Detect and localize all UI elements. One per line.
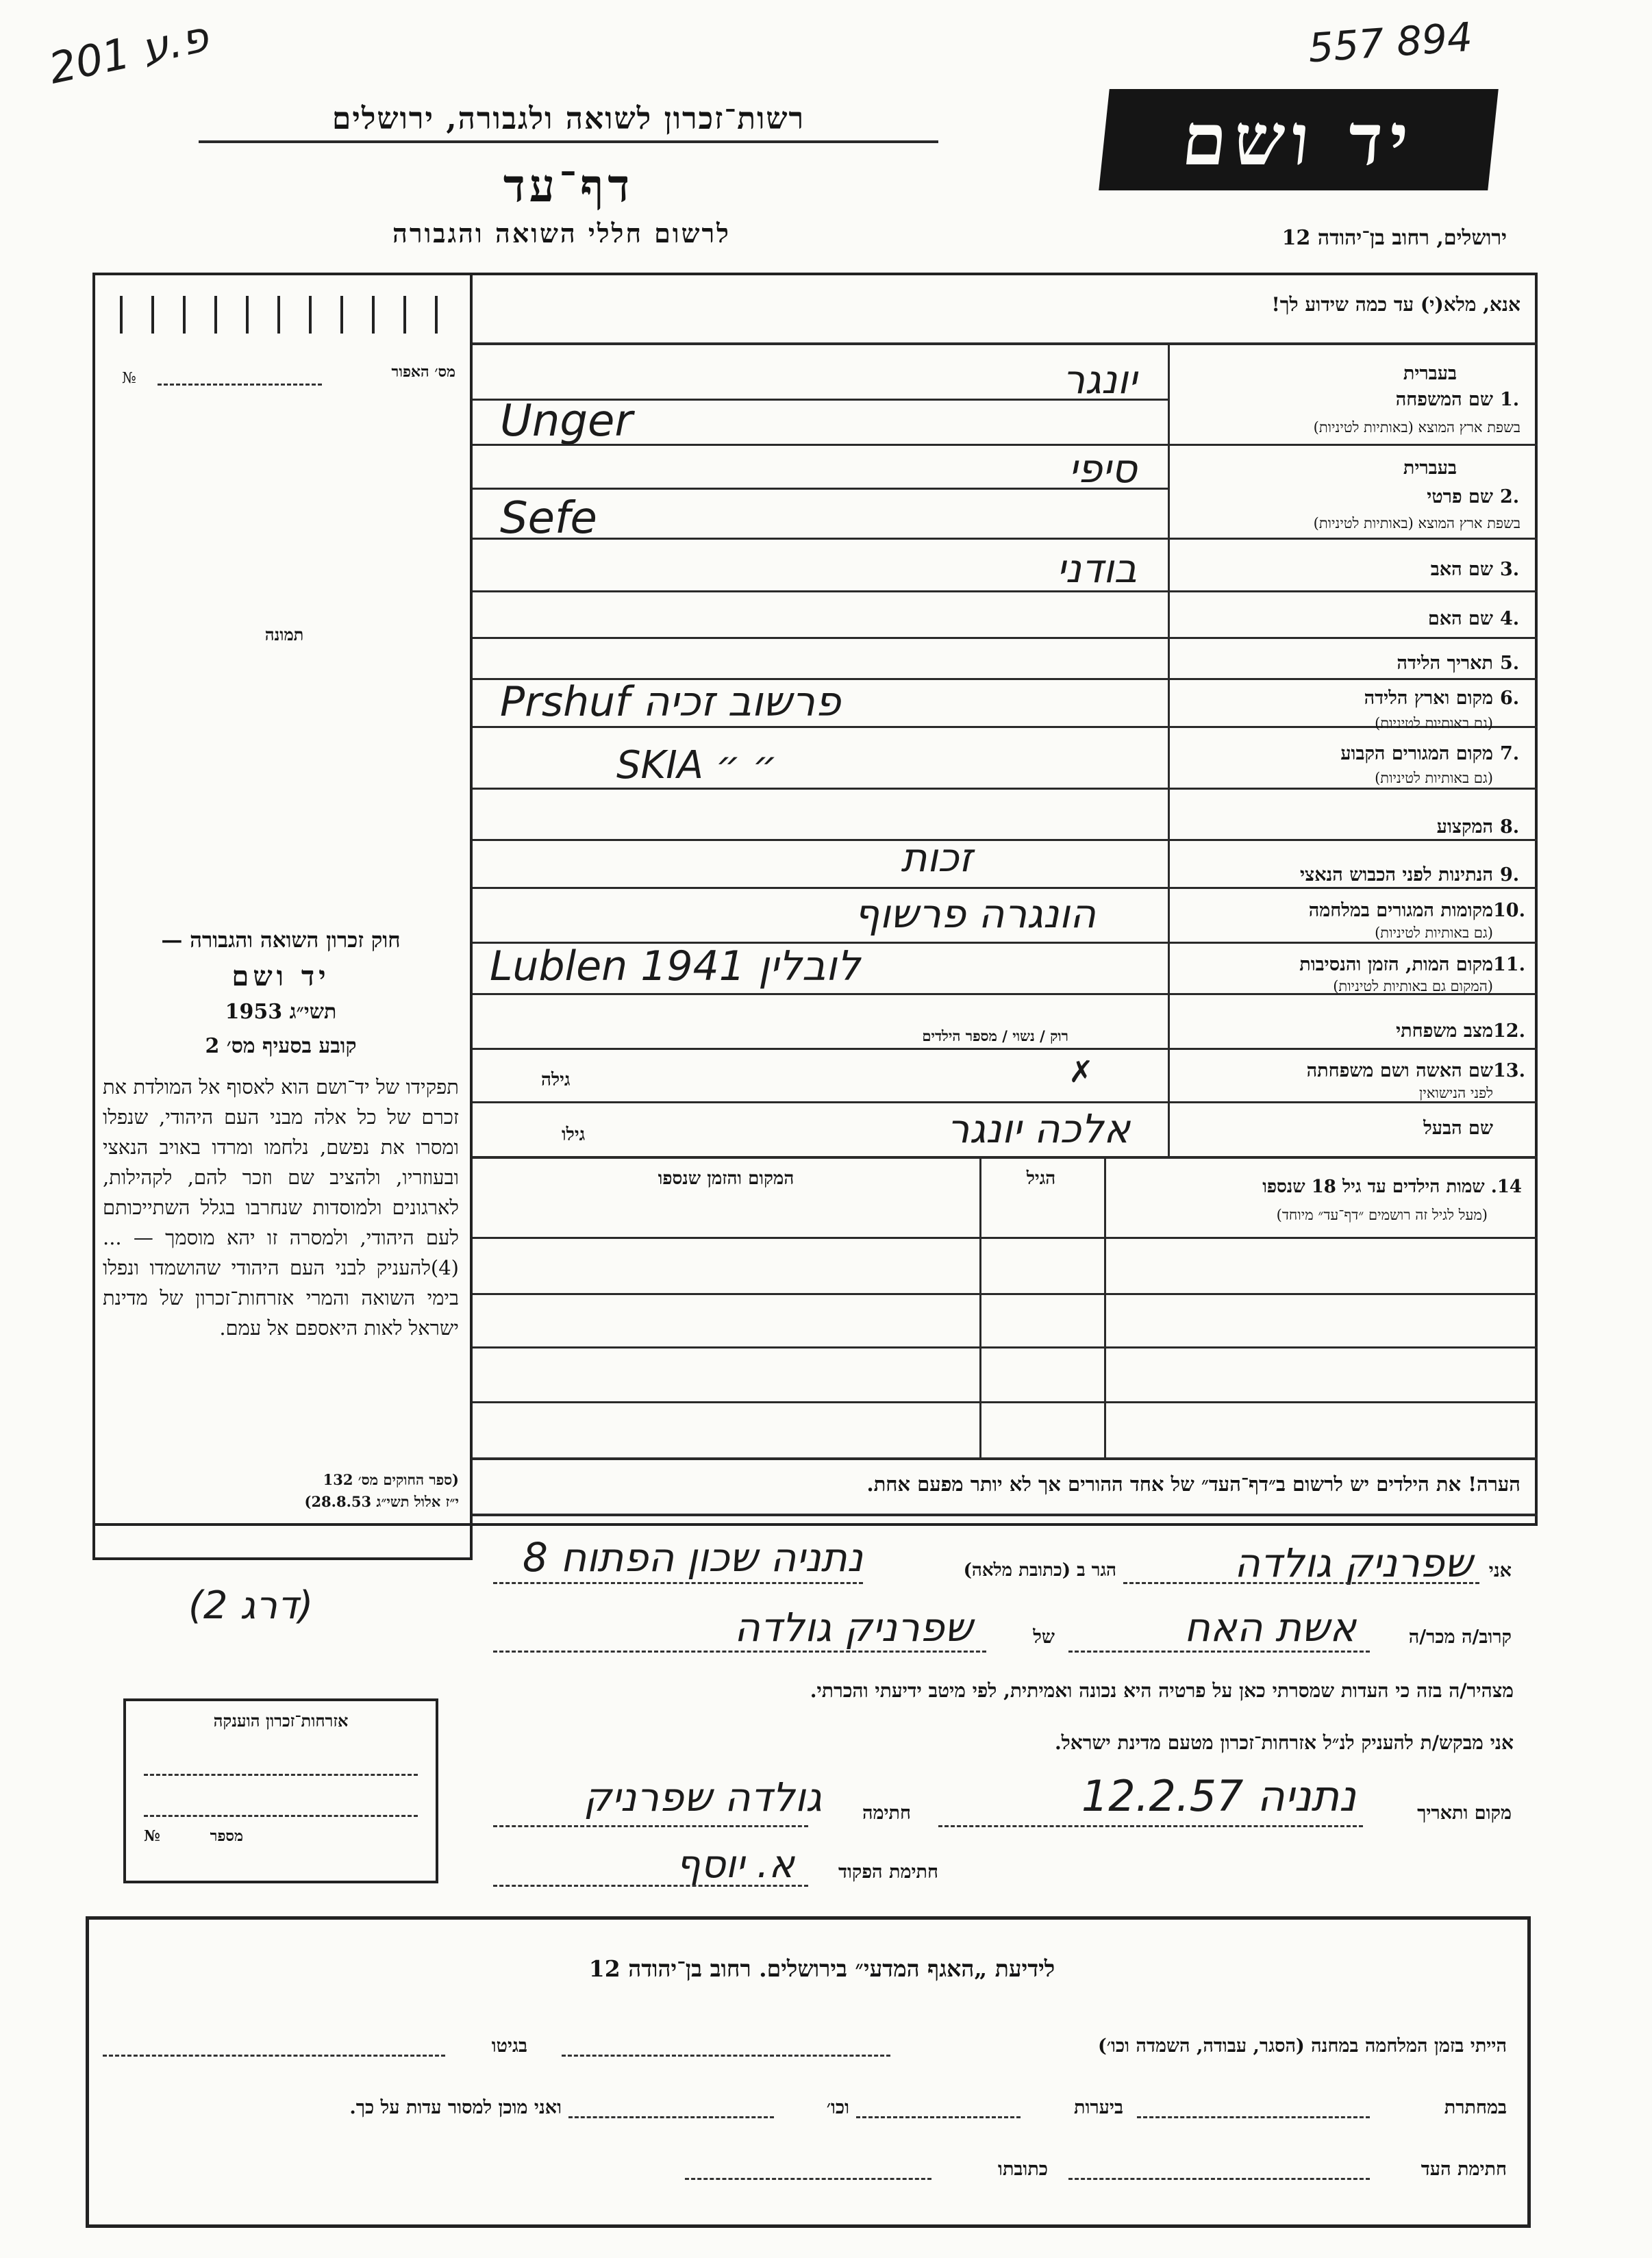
form-title: דף־עד (503, 159, 634, 212)
footer-willing-label: ואני מוכן למסור עדות על כך. (349, 2097, 562, 2118)
children-note: הערה! את הילדים יש לרשום ב״דף־העד״ של אחד ההורים אך לא יותר מפעם אחת. (866, 1472, 1520, 1496)
law-year: תשי״ג 1953 (225, 1000, 337, 1024)
photo-placeholder-label: תמונה (264, 625, 304, 644)
yad-vashem-logo (1099, 89, 1499, 190)
field-2-tag: בעברית (1403, 457, 1457, 479)
field-11-number: 11. (1493, 954, 1525, 975)
field-7-number: 7. (1500, 743, 1520, 764)
declaration-text: מצהיר/ה בזה כי העדות שמסרתי כאן על פרטיה היא נכונה ואמיתית, לפי מיטב ידיעתי והכרתי. (810, 1679, 1514, 1702)
law-reference-1: (ספר החוקים מס׳ 132 (323, 1471, 459, 1488)
declarant-address-value[interactable]: נתניה שכון הפתוח 8 (523, 1534, 863, 1581)
field-7-value[interactable]: SKIA ״ ״ (616, 743, 777, 788)
logo-text: יד ושם (1178, 97, 1419, 181)
field-7-label: מקום המגורים הקבוע (1340, 743, 1493, 764)
signature-value[interactable]: גולדה שפרניק (583, 1774, 822, 1820)
field-10-label: מקומות המגורים במלחמה (1308, 900, 1493, 921)
husband-age-label: גילו (562, 1125, 586, 1145)
husband-label: שם הבעל (1423, 1118, 1493, 1139)
field-9-number: 9. (1500, 864, 1520, 886)
children-col-age: הגיל (1026, 1168, 1056, 1189)
field-12-number: 12. (1493, 1020, 1525, 1042)
plea-text: אנא, מלא(י) עד כמה שידוע לך! (1271, 293, 1520, 316)
field-5-number: 5. (1500, 653, 1520, 674)
field-7-sublabel: (גם באותיות לטיניות) (1375, 770, 1493, 786)
field-8-number: 8. (1500, 816, 1520, 838)
field-10-number: 10. (1493, 900, 1525, 921)
footer-ghetto-label: בגיטו (491, 2035, 527, 2057)
of-label: של (1033, 1627, 1055, 1648)
husband-value[interactable]: אלכה יונגר (947, 1105, 1130, 1152)
header-address: ירושלים, רחוב בן־יהודה 12 (1281, 226, 1507, 250)
authority-name: רשות־זכרון לשואה ולגבורה, ירושלים (331, 101, 805, 136)
relation-value[interactable]: אשת האח (1184, 1604, 1356, 1651)
archive-number-right: 557 894 (1306, 13, 1474, 72)
field-9-value[interactable]: זכות (901, 834, 973, 881)
law-reference-2: י״ז אלול תשי״ג 28.8.53) (304, 1493, 459, 1510)
footer-etc-label: וכו׳ (826, 2097, 849, 2118)
signature-label: חתימה (862, 1803, 911, 1824)
footer-address-label: כתובתו (998, 2159, 1048, 2180)
field-8-label: המקצוע (1436, 816, 1493, 838)
field-12-label: מצב משפחתי (1396, 1020, 1493, 1042)
stamp-box-no-label: № (144, 1827, 160, 1845)
footer-witness-signature-label: חתימת העד (1421, 2159, 1507, 2180)
children-label: 14. שמות הילדים עד גיל 18 שנספו (1262, 1177, 1522, 1197)
law-name: יד ושם (231, 960, 330, 992)
declarant-name-value[interactable]: שפרניק גולדה (1234, 1540, 1473, 1586)
field-3-value[interactable]: בודני (1056, 545, 1137, 592)
declarant-residing-label: הגר ב (כתובת מלאה) (963, 1560, 1116, 1581)
field-13-label: שם האשה ושם משפחתה (1306, 1060, 1493, 1081)
field-1-value-hebrew[interactable]: יונגר (1062, 356, 1137, 403)
request-text: אני מבקש/ת להעניק לנ״ל אזרחות־זכרון מטעם מדינת ישראל. (1054, 1731, 1514, 1754)
field-12-options: רוק / נשוי / מספר הילדים (922, 1027, 1068, 1044)
footer-camp-label: הייתי בזמן המלחמה במחנה (הסגר, עבודה, השמדה וכו׳) (1098, 2035, 1507, 2057)
of-value[interactable]: שפרניק גולדה (734, 1604, 973, 1651)
field-6-sublabel: (גם באותיות לטיניות) (1375, 715, 1493, 731)
footer-forests-label: ביערות (1073, 2097, 1123, 2118)
field-6-number: 6. (1500, 688, 1520, 709)
place-date-label: מקום ותאריך (1417, 1803, 1512, 1824)
field-10-sublabel: (גם באותיות לטיניות) (1375, 925, 1493, 941)
field-4-number: 4. (1500, 608, 1520, 629)
clerk-signature-value[interactable]: א. יוסף (676, 1842, 794, 1887)
field-5-label: תאריך הלידה (1397, 653, 1493, 674)
field-1-tag: בעברית (1403, 363, 1457, 384)
law-section: קובע בסעיף מס׳ 2 (205, 1034, 357, 1058)
field-11-sublabel: (המקום גם באותיות לטיניות) (1333, 978, 1493, 994)
children-col-place: המקום והזמן שנספו (658, 1168, 794, 1189)
field-2-number: 2. (1500, 486, 1520, 507)
field-1-number: 1. (1500, 389, 1520, 410)
form-subtitle: לרשום חללי השואה והגבורה (392, 218, 731, 249)
field-3-number: 3. (1500, 559, 1520, 580)
field-13-number: 13. (1493, 1060, 1525, 1081)
law-body: תפקידו של יד־ושם הוא לאסוף אל המולדת את זכרם של כל אלה מבני העם היהודי, שנפלו ומסרו את נפשם, נלחמו ומרדו באויב הנאצי ובעוזריו, ולהציב שם וזכר להם, לקהילות, לארגונים ולמוסדות שנחרבו בגלל השתייכותם לעם היהודי, ולמסרה זו יהא מוסמך — ...(4)להעניק לבני העם היהודי שהושמדו ונפלו בימי השואה והמרי אזרחות־זכרון של מדינת ישראל לאות היאספם אל עמם. (103, 1075, 459, 1340)
field-10-value[interactable]: הונגרה פרשוף (854, 890, 1096, 937)
field-4-label: שם האם (1427, 608, 1493, 629)
relative-label: קרוב/ה מכר/ה (1408, 1627, 1512, 1648)
field-6-value[interactable]: Prshuf פרשוב זכיה (500, 678, 841, 726)
field-6-label: מקום וארץ הלידה (1364, 688, 1493, 709)
field-9-label: הנתינות לפני הכבוש הנאצי (1299, 864, 1493, 886)
maiden-age-label: גילה (541, 1070, 571, 1090)
field-11-label: מקום המות, הזמן והנסיבות (1299, 954, 1493, 975)
field-2-label: שם פרטי (1427, 486, 1493, 507)
field-1-sublabel: בשפת ארץ המוצא (באותיות לטיניות) (1313, 419, 1520, 436)
field-2-sublabel: בשפת ארץ המוצא (באותיות לטיניות) (1313, 515, 1520, 531)
footer-title: לידיעת „האגף המדעי״ בירושלים. רחוב בן־יהודה 12 (588, 1955, 1055, 1982)
place-date-value[interactable]: נתניה 12.2.57 (1081, 1771, 1356, 1821)
file-number-label: מס׳ האפור (391, 363, 455, 381)
declarant-i-label: אני (1488, 1560, 1512, 1581)
field-11-value[interactable]: Lublen 1941 לובלין (490, 942, 861, 990)
field-1-value-latin[interactable]: Unger (500, 396, 633, 447)
archive-number-left: פ.ע 201 (44, 11, 213, 94)
maiden-strike-mark: ✗ (1068, 1055, 1094, 1090)
law-title: חוק זכרון השואה והגבורה — (161, 928, 401, 953)
field-2-value-latin[interactable]: Sefe (500, 493, 597, 544)
field-13-sublabel: לפני הנישואין (1419, 1085, 1493, 1101)
stamp-box-number-label: מספר (210, 1827, 243, 1845)
sidebar-panel (92, 273, 473, 1560)
margin-note: (2 דרג) (188, 1583, 314, 1628)
footer-underground-label: במחתרת (1444, 2097, 1507, 2118)
field-1-label: שם המשפחה (1395, 389, 1493, 410)
children-sublabel: (מעל לגיל זה רושמים ״דף־עד״ מיוחד) (1276, 1207, 1488, 1223)
clerk-signature-label: חתימת הפקוד (838, 1861, 938, 1883)
field-3-label: שם האב (1430, 559, 1493, 580)
stamp-box-title: אזרחות־זכרון הוענקה (213, 1711, 349, 1731)
field-2-value-hebrew[interactable]: סיפי (1068, 445, 1137, 492)
barcode-ticks (120, 296, 449, 334)
